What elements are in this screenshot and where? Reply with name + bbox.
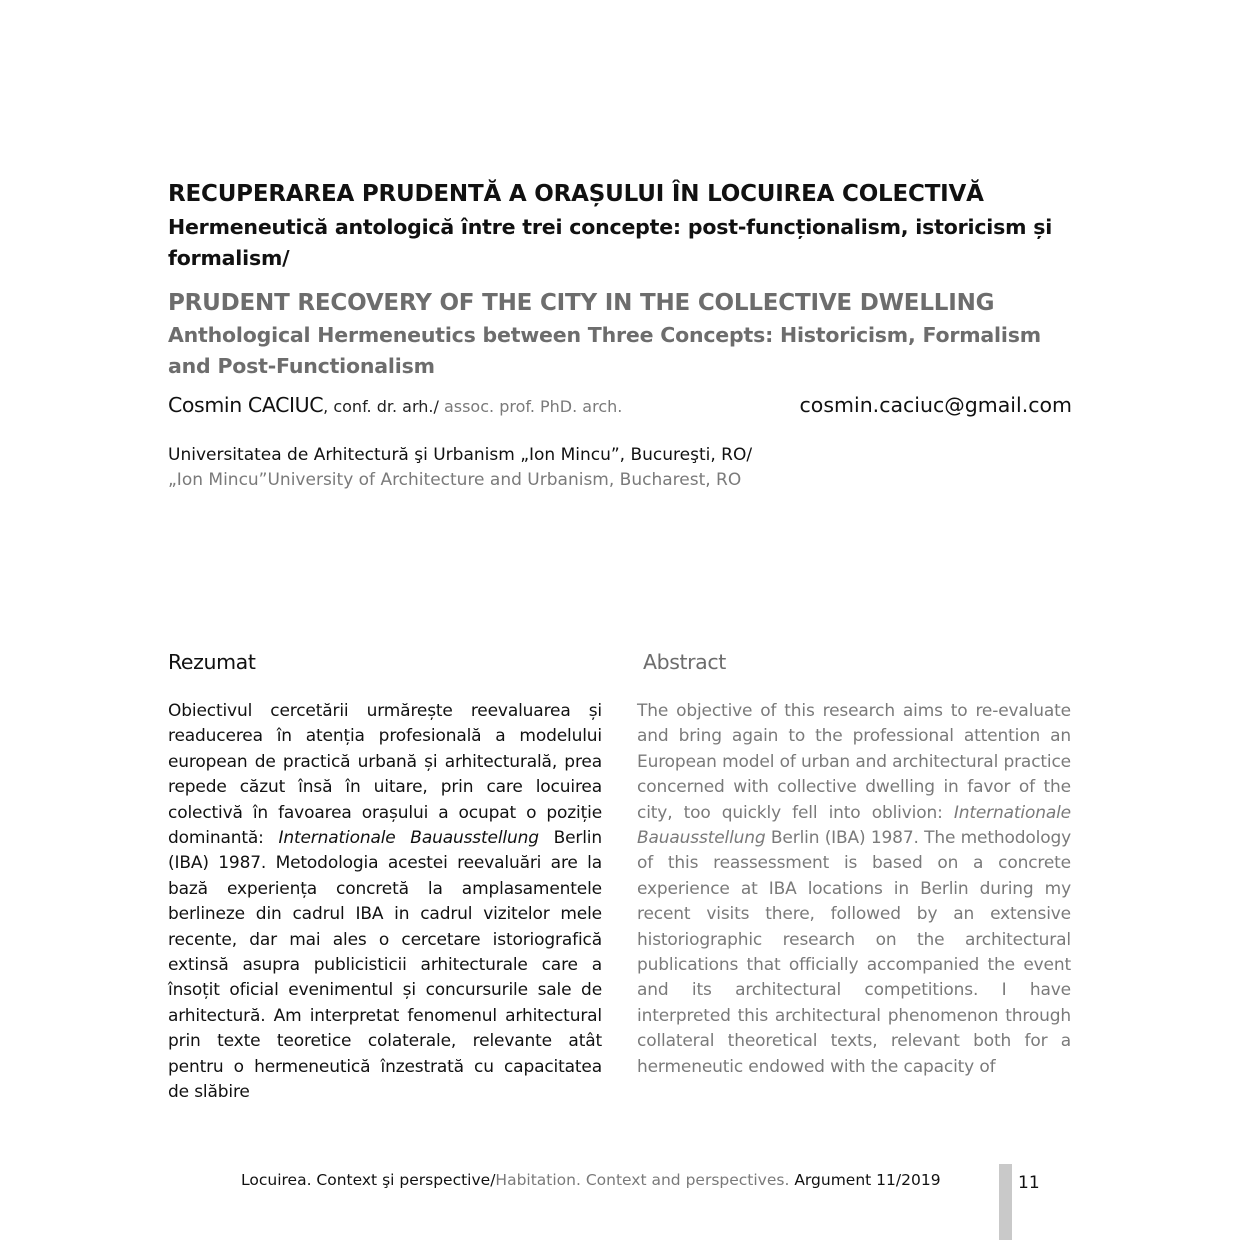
footer-romanian: Locuirea. Context şi perspective/ bbox=[241, 1171, 496, 1189]
abstract-en-emphasis: Internationale Bauausstellung bbox=[637, 802, 1071, 849]
affiliation-romanian: Universitatea de Arhitectură şi Urbanism „Ion Mincu”, Bucureşti, RO/ bbox=[168, 445, 753, 465]
footer-journal: Argument 11/2019 bbox=[789, 1171, 941, 1189]
title-english: PRUDENT RECOVERY OF THE CITY IN THE COLLECTIVE DWELLING bbox=[168, 290, 995, 316]
abstract-en-part-2: Berlin (IBA) 1987. The methodology of this reassessment is based on a concrete experience at IBA locations in Berlin during my recent visits there, followed by an extensive historiographic research on the architectural publications that officially accompanied the event and its architectural competitions. I have interpreted this architectural phenomenon through collateral theoretical texts, relevant both for a hermeneutic endowed with the capacity of bbox=[637, 828, 1071, 1077]
abstract-ro-part-2: Berlin (IBA) 1987. Metodologia acestei reevaluări are la bază experiența concretă la amplasamentele berlineze din cadrul IBA in cadrul vizitelor mele recente, dar mai ales o cercetare istoriografică extinsă asupra publicisticii arhitecturale care a însoțit oficial evenimentul și concursurile sale de arhitectură. Am interpretat fenomenul arhitectural prin texte teoretice colaterale, relevante atât pentru o hermeneutică înzestrată cu capacitatea de slăbire bbox=[168, 828, 602, 1103]
affiliation-english: „Ion Mincu”University of Architecture and Urbanism, Bucharest, RO bbox=[168, 470, 742, 490]
abstract-heading-romanian: Rezumat bbox=[168, 650, 256, 674]
abstract-en-part-1: The objective of this research aims to re-evaluate and bring again to the professional attention an European model of urban and architectural practice concerned with collective dwelling in favor of the city, too quickly fell into oblivion: bbox=[637, 701, 1071, 823]
title-romanian: RECUPERAREA PRUDENTĂ A ORAȘULUI ÎN LOCUIREA COLECTIVĂ bbox=[168, 181, 984, 207]
affiliation bbox=[168, 443, 1072, 493]
subtitle-english: Anthological Hermeneutics between Three Concepts: Historicism, Formalism and Post-Functionalism bbox=[168, 323, 1041, 378]
author-name: Cosmin CACIUC bbox=[168, 393, 324, 417]
page-footer bbox=[0, 1170, 1240, 1240]
author-rank-romanian: , conf. dr. arh./ bbox=[323, 397, 444, 416]
abstract-ro-part-1: Obiectivul cercetării urmărește reevaluarea și readucerea în atenția profesională a modelului european de practică urbană și arhitecturală, prea repede căzut însă în uitare, prin care locuirea colectivă în favoarea orașului a ocupat o poziție dominantă: bbox=[168, 701, 602, 849]
footer-divider-bar bbox=[999, 1164, 1012, 1240]
author-email: cosmin.caciuc@gmail.com bbox=[799, 393, 1072, 417]
subtitle-romanian: Hermeneutică antologică între trei concepte: post-funcționalism, istoricism și formalism/ bbox=[168, 215, 1053, 270]
footer-english: Habitation. Context and perspectives. bbox=[495, 1171, 790, 1189]
author-line bbox=[168, 393, 1072, 427]
page-number: 11 bbox=[1018, 1173, 1040, 1193]
abstract-heading-english: Abstract bbox=[643, 650, 726, 674]
footer-text bbox=[241, 1171, 941, 1189]
abstract-ro-emphasis: Internationale Bauausstellung bbox=[278, 828, 539, 849]
abstract-text-romanian bbox=[168, 699, 602, 1103]
author-rank-english: assoc. prof. PhD. arch. bbox=[443, 397, 623, 416]
abstract-text-english bbox=[637, 699, 1071, 1080]
